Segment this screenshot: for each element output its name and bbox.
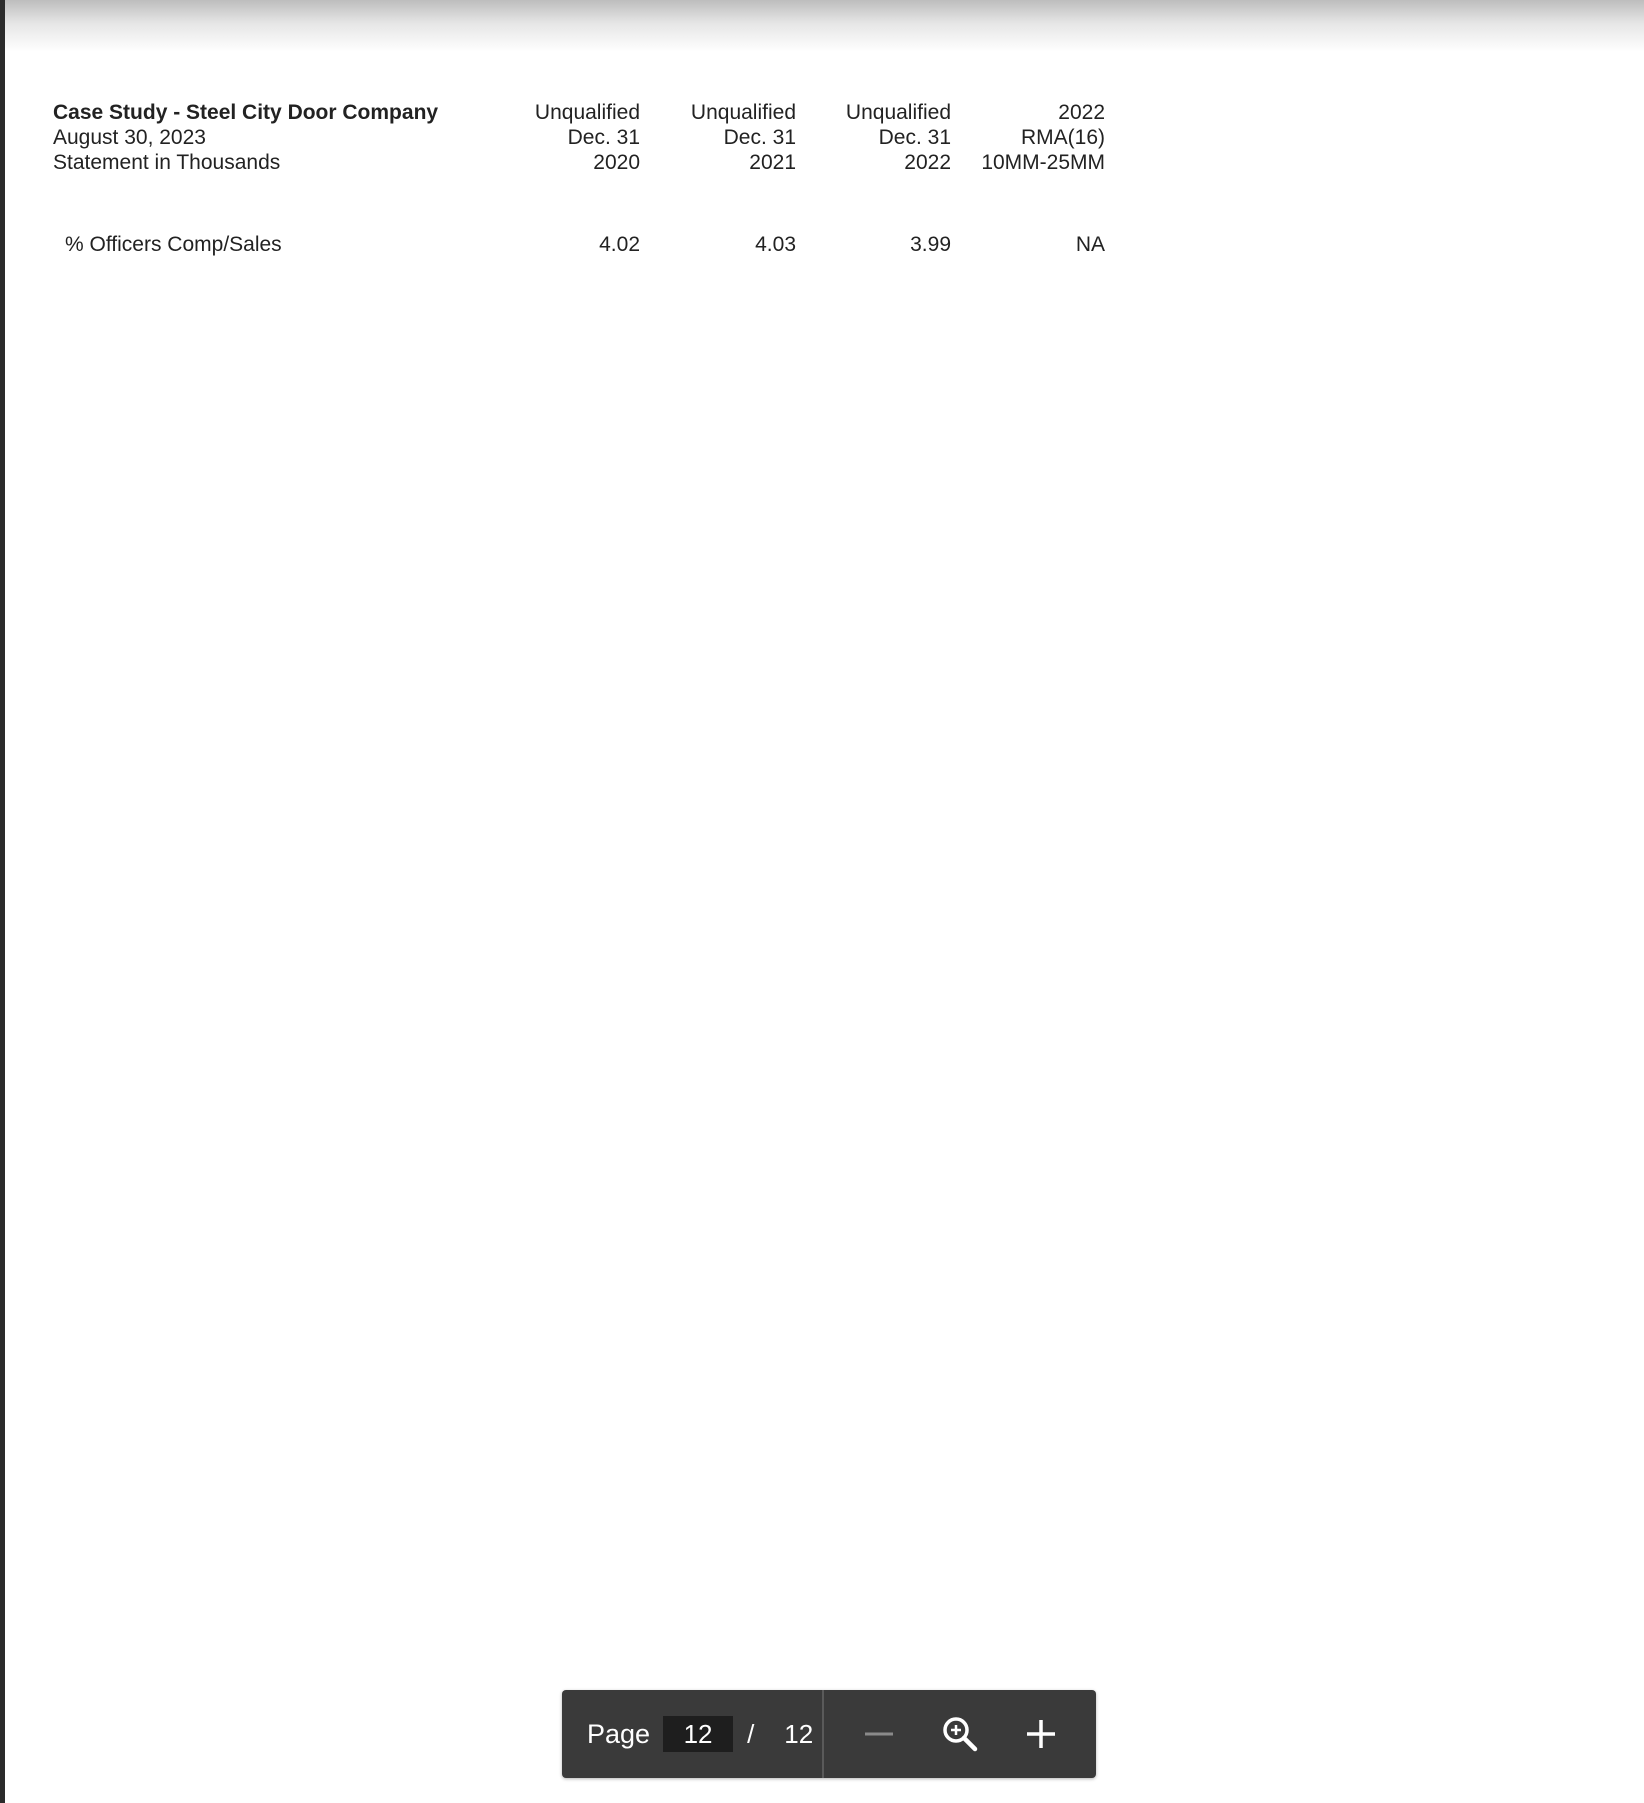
page-separator: / [747, 1718, 755, 1749]
column-header-line: Dec. 31 [567, 126, 640, 149]
row-value-2020: 4.02 [599, 233, 640, 256]
column-header-rma [935, 100, 1105, 175]
column-header-2021 [626, 100, 796, 175]
total-pages: 12 [784, 1718, 814, 1749]
zoom-controls [824, 1690, 1096, 1778]
row-value-2021: 4.03 [755, 233, 796, 256]
column-header-line: 2021 [749, 151, 796, 174]
zoom-fit-button[interactable] [932, 1706, 988, 1762]
column-header-line: Unqualified [690, 101, 796, 124]
column-header-2022 [781, 100, 951, 175]
column-header-line: Unqualified [845, 101, 951, 124]
current-page-input[interactable] [663, 1716, 733, 1752]
column-header-line: Dec. 31 [723, 126, 796, 149]
report-date: August 30, 2023 [53, 126, 206, 149]
column-header-line: 2020 [593, 151, 640, 174]
column-header-line: Unqualified [534, 101, 640, 124]
minus-icon [862, 1717, 896, 1751]
zoom-in-button[interactable] [1013, 1706, 1069, 1762]
zoom-in-magnifier-icon [940, 1714, 980, 1754]
row-value-rma: NA [1075, 233, 1105, 256]
column-header-line: 2022 [904, 151, 951, 174]
pdf-page [5, 52, 1644, 1803]
page-navigation [562, 1690, 822, 1778]
column-header-line: RMA(16) [1020, 126, 1105, 149]
page-label: Page [587, 1718, 651, 1749]
column-header-2020 [470, 100, 640, 175]
column-header-line: 10MM-25MM [981, 151, 1105, 174]
report-units: Statement in Thousands [53, 151, 281, 174]
row-label-officers-comp: % Officers Comp/Sales [65, 233, 282, 256]
pdf-page-toolbar [562, 1690, 1096, 1778]
report-header [53, 100, 438, 175]
company-title: Case Study - Steel City Door Company [53, 101, 439, 124]
row-value-2022: 3.99 [910, 233, 951, 256]
page-top-shadow [5, 0, 1644, 52]
column-header-line: 2022 [1058, 101, 1105, 124]
plus-icon [1024, 1717, 1058, 1751]
zoom-out-button[interactable] [851, 1706, 907, 1762]
column-header-line: Dec. 31 [878, 126, 951, 149]
